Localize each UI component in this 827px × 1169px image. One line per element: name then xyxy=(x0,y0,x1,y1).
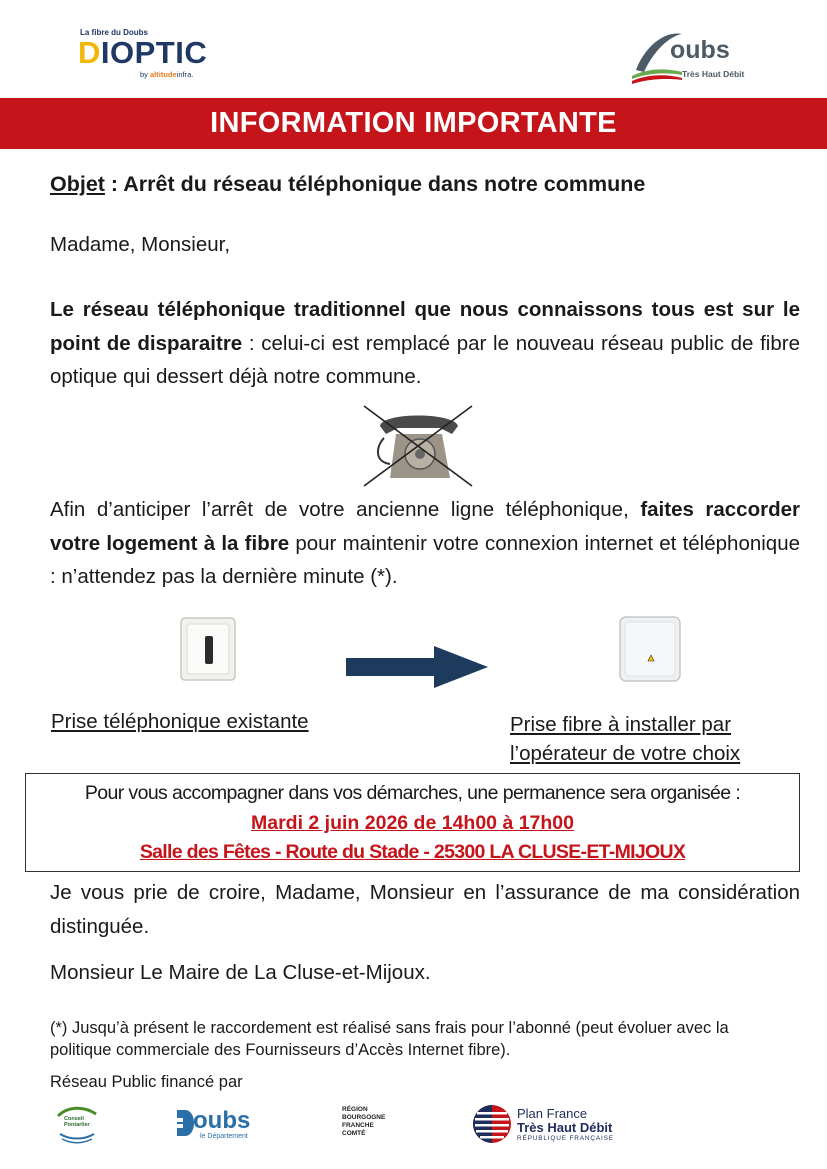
doubs-thd-logo xyxy=(630,26,760,84)
plan-line3: RÉPUBLIQUE FRANÇAISE xyxy=(517,1135,614,1142)
subject-text: : Arrêt du réseau téléphonique dans notre commune xyxy=(104,172,646,196)
financed-by-label: Réseau Public financé par xyxy=(50,1073,243,1091)
dioptic-logo xyxy=(78,28,228,82)
doubs-word: oubs xyxy=(670,36,730,64)
permanence-place: Salle des Fêtes - Route du Stade - 25300 LA CLUSE-ET-MIJOUX xyxy=(139,841,686,863)
plan-line2: Très Haut Débit xyxy=(517,1120,613,1135)
doubs-departement-logo xyxy=(175,1106,267,1144)
cp-text: Conseil Pontarlier xyxy=(64,1116,90,1128)
salutation: Madame, Monsieur, xyxy=(50,233,231,256)
dioptic-brand: DIOPTIC xyxy=(78,35,208,70)
permanence-box xyxy=(25,773,800,872)
phone-socket-icon xyxy=(179,616,237,682)
caption-existing-socket: Prise téléphonique existante xyxy=(51,710,309,733)
dioptic-by: by altitudeinfra. xyxy=(140,70,194,79)
caption-fiber-socket: Prise fibre à installer par l’opérateur de votre choix xyxy=(510,713,741,765)
plan-line1: Plan France xyxy=(517,1106,588,1121)
right-arrow-icon xyxy=(346,646,488,688)
subject-line xyxy=(50,172,645,197)
footnote: (*) Jusqu’à présent le raccordement est réalisé sans frais pour l’abonné (peut évoluer avec la politique commerciale des Fournisseurs d’Accès Internet fibre). xyxy=(50,1019,729,1059)
plan-france-emblem-icon xyxy=(471,1102,513,1146)
doubs-footer-sub: le Département xyxy=(200,1133,248,1140)
closing-paragraph: Je vous prie de croire, Madame, Monsieur en l’assurance de ma considération distinguée. xyxy=(50,881,800,938)
doubs-footer-word: oubs xyxy=(193,1107,251,1134)
doubs-subtitle: Très Haut Débit xyxy=(682,69,745,79)
plan-france-thd-logo xyxy=(471,1102,631,1146)
signature: Monsieur Le Maire de La Cluse-et-Mijoux. xyxy=(50,961,431,984)
fiber-box-icon xyxy=(617,614,683,684)
dioptic-tagline: La fibre du Doubs xyxy=(80,28,148,37)
subject-label: Objet xyxy=(50,172,105,196)
permanence-date: Mardi 2 juin 2026 de 14h00 à 17h00 xyxy=(251,812,574,834)
conseil-pontarlier-logo xyxy=(54,1104,100,1144)
information-banner: INFORMATION IMPORTANTE xyxy=(0,98,827,149)
paragraph-network-end: Le réseau téléphonique traditionnel que nous connaissons tous est sur le point de disparaitre : celui-ci est remplacé par le nouveau réseau public de fibre optique qui dessert déjà notre commune. xyxy=(50,298,800,388)
crossed-phone-icon xyxy=(362,404,474,488)
permanence-intro: Pour vous accompagner dans vos démarches, une permanence sera organisée : xyxy=(84,782,741,804)
region-bfc-logo: RÉGION BOURGOGNE FRANCHE COMTÉ xyxy=(342,1106,386,1137)
paragraph-connect-fiber: Afin d’anticiper l’arrêt de votre ancienne ligne téléphonique, faites raccorder votre logement à la fibre pour maintenir votre connexion internet et téléphonique : n’attendez pas la dernière minute (*). xyxy=(50,498,801,588)
